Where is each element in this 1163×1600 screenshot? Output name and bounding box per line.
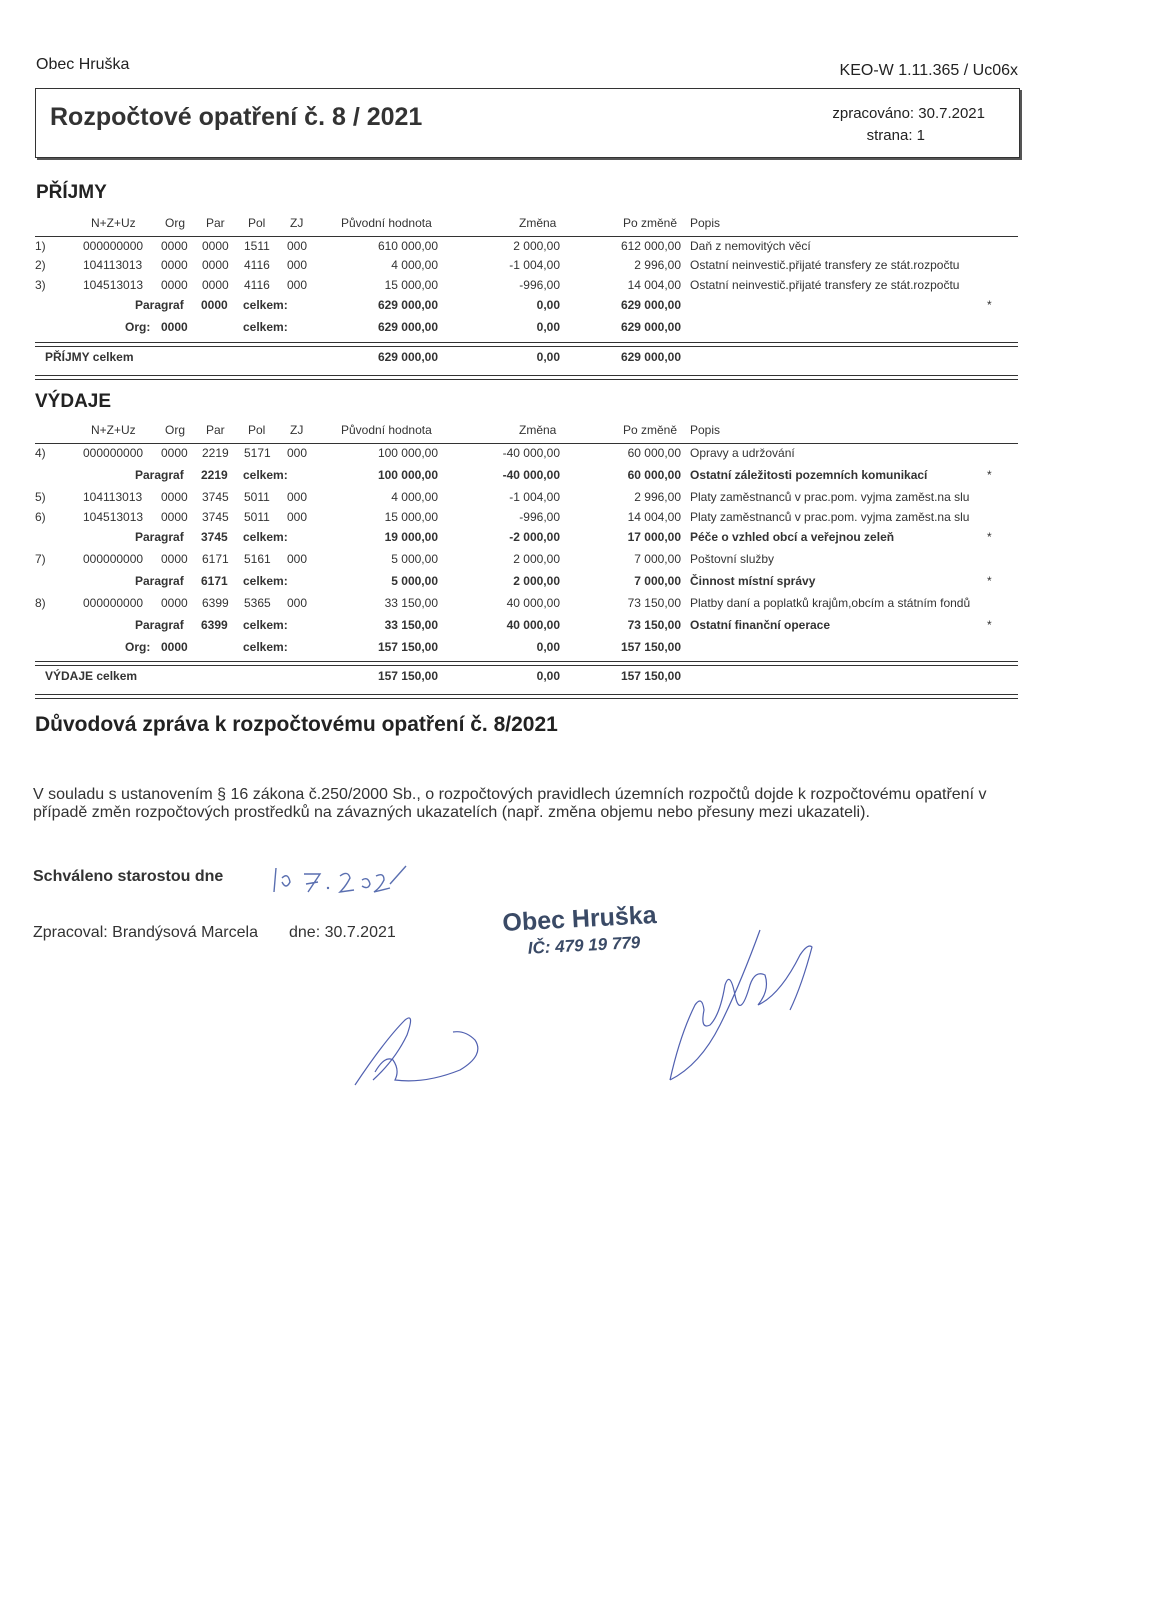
page-number: 1: [916, 127, 925, 144]
total-label: celkem:: [243, 468, 288, 482]
cell-pol: 4116: [244, 258, 270, 272]
total-label: celkem:: [243, 640, 288, 654]
table-row: [35, 510, 1018, 528]
cell-zj: 000: [287, 258, 308, 272]
cell-desc: Platby daní a poplatků krajům,obcím a státním fondů: [690, 596, 971, 610]
paragraf-label: Paragraf: [135, 298, 184, 312]
cell-nzuz: 104113013: [83, 490, 143, 504]
cell-org: 0000: [161, 258, 188, 272]
total-original: 19 000,00: [384, 530, 438, 544]
col-original: Původní hodnota: [341, 216, 432, 230]
handwritten-approval-date: [268, 858, 418, 898]
table-row: [35, 490, 1018, 508]
cell-after: 7 000,00: [634, 552, 681, 566]
justification-text: V souladu s ustanovením § 16 zákona č.250/2000 Sb., o rozpočtových pravidlech územních rozpočtů dojde k rozpočtovému opatření v případě změn rozpočtových prostředků na závazných ukazatelích (např. změna objemu nebo přesuny mezi ukazateli).: [33, 786, 987, 821]
cell-after: 60 000,00: [627, 446, 681, 460]
cell-pol: 5011: [244, 490, 270, 504]
row-number: 4): [35, 446, 46, 460]
official-stamp: [502, 901, 659, 960]
total-after: 7 000,00: [634, 574, 681, 588]
paragraf-code: 2219: [201, 468, 228, 482]
org-total-row: [35, 320, 1018, 338]
paragraf-label: Paragraf: [135, 468, 184, 482]
cell-nzuz: 104513013: [83, 510, 144, 524]
expenses-heading: VÝDAJE: [35, 391, 112, 412]
total-change: 0,00: [536, 298, 560, 312]
row-number: 2): [35, 258, 46, 272]
paragraf-desc: Činnost místní správy: [690, 574, 816, 588]
cell-original: 15 000,00: [384, 510, 438, 524]
col-original: Původní hodnota: [341, 423, 432, 437]
star-marker: *: [987, 530, 992, 544]
table-row: [35, 446, 1018, 464]
total-original: 100 000,00: [377, 468, 438, 482]
paragraf-code: 6171: [201, 574, 228, 588]
col-org: Org: [165, 216, 186, 230]
cell-change: -1 004,00: [509, 490, 560, 504]
total-change: 0,00: [536, 350, 560, 364]
cell-pol: 5011: [244, 510, 270, 524]
org-code: 0000: [161, 320, 188, 334]
total-change: -40 000,00: [502, 468, 560, 482]
stamp-name: Obec Hruška: [501, 900, 658, 938]
cell-par: 0000: [202, 278, 229, 292]
paragraf-label: Paragraf: [135, 530, 184, 544]
paragraf-label: Paragraf: [135, 574, 184, 588]
table-row: [35, 258, 1018, 276]
expenses-column-header: [35, 423, 1018, 441]
col-change: Změna: [519, 423, 557, 437]
col-org: Org: [165, 423, 186, 437]
cell-desc: Platy zaměstnanců v prac.pom. vyjma zaměst.na slu: [690, 510, 970, 524]
cell-pol: 5171: [244, 446, 271, 460]
row-number: 8): [35, 596, 46, 610]
col-desc: Popis: [690, 216, 721, 230]
cell-original: 4 000,00: [391, 258, 438, 272]
cell-change: 2 000,00: [513, 552, 560, 566]
processed-date: 30.7.2021: [918, 105, 985, 122]
star-marker: *: [987, 618, 992, 632]
star-marker: *: [987, 574, 992, 588]
prepared-date: dne: 30.7.2021: [289, 924, 396, 941]
paragraf-desc: Ostatní finanční operace: [690, 618, 831, 632]
star-marker: *: [987, 468, 992, 482]
paragraf-code: 6399: [201, 618, 228, 632]
total-label: celkem:: [243, 320, 288, 334]
total-after: 157 150,00: [620, 669, 681, 683]
prepared-by: Zpracoval: Brandýsová Marcela: [33, 924, 258, 941]
cell-par: 6171: [202, 552, 229, 566]
double-divider: [35, 694, 1018, 699]
paragraf-total-row: [35, 298, 1018, 316]
cell-original: 5 000,00: [391, 552, 438, 566]
cell-change: 40 000,00: [506, 596, 560, 610]
cell-change: 2 000,00: [513, 239, 560, 253]
title-box: [35, 88, 1020, 158]
divider: [35, 236, 1018, 237]
page-label: strana:: [866, 127, 913, 144]
income-column-header: [35, 216, 1018, 234]
cell-after: 14 004,00: [627, 278, 681, 292]
table-row: [35, 596, 1018, 614]
col-desc: Popis: [690, 423, 721, 437]
cell-change: -996,00: [519, 278, 560, 292]
double-divider: [35, 342, 1018, 347]
cell-original: 4 000,00: [391, 490, 438, 504]
cell-org: 0000: [161, 510, 188, 524]
row-number: 1): [35, 239, 46, 253]
divider: [35, 443, 1018, 444]
cell-nzuz: 000000000: [83, 239, 144, 253]
document-meta: [832, 103, 985, 147]
paragraf-label: Paragraf: [135, 618, 184, 632]
paragraf-total-row: [35, 530, 1018, 548]
cell-pol: 1511: [244, 239, 270, 253]
total-original: 5 000,00: [391, 574, 438, 588]
cell-desc: Ostatní neinvestič.přijaté transfery ze stát.rozpočtu: [690, 258, 960, 272]
total-change: 2 000,00: [513, 574, 560, 588]
cell-nzuz: 000000000: [83, 446, 144, 460]
cell-desc: Opravy a udržování: [690, 446, 795, 460]
cell-zj: 000: [287, 510, 308, 524]
cell-par: 6399: [202, 596, 229, 610]
total-original: 629 000,00: [377, 350, 438, 364]
col-par: Par: [206, 423, 225, 437]
cell-org: 0000: [161, 552, 188, 566]
col-zj: ZJ: [290, 423, 304, 437]
expenses-grand-total-row: [35, 669, 1018, 687]
paragraf-total-row: [35, 468, 1018, 486]
total-change: 0,00: [536, 669, 560, 683]
total-original: 157 150,00: [377, 669, 438, 683]
income-grand-total-row: [35, 350, 1018, 368]
total-original: 33 150,00: [384, 618, 438, 632]
system-code: KEO-W 1.11.365 / Uc06x: [839, 62, 1018, 79]
paragraf-code: 3745: [201, 530, 228, 544]
col-nzuz: N+Z+Uz: [91, 216, 136, 230]
cell-change: -40 000,00: [502, 446, 560, 460]
cell-change: -1 004,00: [509, 258, 560, 272]
cell-original: 33 150,00: [384, 596, 438, 610]
cell-after: 73 150,00: [627, 596, 681, 610]
total-change: -2 000,00: [509, 530, 560, 544]
col-pol: Pol: [248, 423, 266, 437]
col-change: Změna: [519, 216, 557, 230]
cell-org: 0000: [161, 278, 188, 292]
cell-par: 0000: [202, 258, 229, 272]
org-label: Org:: [125, 320, 151, 334]
paragraf-code: 0000: [201, 298, 228, 312]
stamp-ic: IČ: 479 19 779: [527, 932, 641, 958]
col-par: Par: [206, 216, 225, 230]
cell-desc: Poštovní služby: [690, 552, 775, 566]
income-heading: PŘÍJMY: [36, 182, 107, 203]
cell-change: -996,00: [519, 510, 560, 524]
cell-nzuz: 000000000: [83, 596, 144, 610]
table-row: [35, 239, 1018, 257]
document-title: Rozpočtové opatření č. 8 / 2021: [50, 103, 423, 131]
total-after: 629 000,00: [620, 350, 681, 364]
total-after: 73 150,00: [627, 618, 681, 632]
cell-after: 2 996,00: [634, 258, 681, 272]
total-label: celkem:: [243, 618, 288, 632]
col-after: Po změně: [623, 216, 678, 230]
cell-zj: 000: [287, 490, 308, 504]
approved-label: Schváleno starostou dne: [33, 868, 224, 885]
grand-total-label: VÝDAJE celkem: [45, 669, 138, 683]
cell-after: 612 000,00: [620, 239, 681, 253]
cell-zj: 000: [287, 278, 308, 292]
total-original: 157 150,00: [377, 640, 438, 654]
cell-desc: Ostatní neinvestič.přijaté transfery ze stát.rozpočtu: [690, 278, 960, 292]
paragraf-desc: Ostatní záležitosti pozemních komunikací: [690, 468, 928, 482]
cell-org: 0000: [161, 596, 188, 610]
paragraf-total-row: [35, 574, 1018, 592]
cell-zj: 000: [287, 239, 308, 253]
org-label: Org:: [125, 640, 151, 654]
signature-preparer: [345, 1000, 495, 1095]
total-after: 17 000,00: [627, 530, 681, 544]
total-original: 629 000,00: [377, 298, 438, 312]
paragraf-total-row: [35, 618, 1018, 636]
cell-zj: 000: [287, 552, 308, 566]
total-label: celkem:: [243, 530, 288, 544]
cell-after: 14 004,00: [627, 510, 681, 524]
org-code: 0000: [161, 640, 188, 654]
row-number: 3): [35, 278, 46, 292]
cell-original: 610 000,00: [377, 239, 438, 253]
total-label: celkem:: [243, 298, 288, 312]
org-total-row: [35, 640, 1018, 658]
cell-original: 15 000,00: [384, 278, 438, 292]
cell-pol: 5365: [244, 596, 271, 610]
cell-desc: Daň z nemovitých věcí: [690, 239, 811, 253]
star-marker: *: [987, 298, 992, 312]
total-change: 0,00: [536, 640, 560, 654]
table-row: [35, 278, 1018, 296]
cell-org: 0000: [161, 446, 188, 460]
cell-zj: 000: [287, 596, 308, 610]
col-nzuz: N+Z+Uz: [91, 423, 136, 437]
cell-par: 0000: [202, 239, 229, 253]
total-after: 157 150,00: [620, 640, 681, 654]
cell-par: 2219: [202, 446, 229, 460]
cell-pol: 5161: [244, 552, 271, 566]
paragraf-desc: Péče o vzhled obcí a veřejnou zeleň: [690, 530, 895, 544]
cell-nzuz: 104113013: [83, 258, 143, 272]
total-change: 40 000,00: [506, 618, 560, 632]
total-label: celkem:: [243, 574, 288, 588]
cell-after: 2 996,00: [634, 490, 681, 504]
total-original: 629 000,00: [377, 320, 438, 334]
double-divider: [35, 661, 1018, 666]
table-row: [35, 552, 1018, 570]
cell-org: 0000: [161, 490, 188, 504]
justification-heading: Důvodová zpráva k rozpočtovému opatření č. 8/2021: [35, 713, 558, 736]
col-zj: ZJ: [290, 216, 304, 230]
col-pol: Pol: [248, 216, 266, 230]
cell-org: 0000: [161, 239, 188, 253]
cell-nzuz: 104513013: [83, 278, 144, 292]
total-after: 629 000,00: [620, 320, 681, 334]
row-number: 6): [35, 510, 46, 524]
grand-total-label: PŘÍJMY celkem: [45, 350, 134, 364]
total-after: 629 000,00: [620, 298, 681, 312]
cell-par: 3745: [202, 510, 229, 524]
cell-par: 3745: [202, 490, 229, 504]
cell-original: 100 000,00: [377, 446, 438, 460]
row-number: 7): [35, 552, 46, 566]
processed-label: zpracováno:: [832, 105, 915, 122]
total-after: 60 000,00: [627, 468, 681, 482]
signature-mayor: [640, 925, 840, 1085]
cell-desc: Platy zaměstnanců v prac.pom. vyjma zaměst.na slu: [690, 490, 970, 504]
cell-pol: 4116: [244, 278, 270, 292]
row-number: 5): [35, 490, 46, 504]
municipality-name: Obec Hruška: [36, 56, 130, 73]
double-divider: [35, 375, 1018, 380]
total-change: 0,00: [536, 320, 560, 334]
cell-zj: 000: [287, 446, 308, 460]
cell-nzuz: 000000000: [83, 552, 144, 566]
col-after: Po změně: [623, 423, 678, 437]
